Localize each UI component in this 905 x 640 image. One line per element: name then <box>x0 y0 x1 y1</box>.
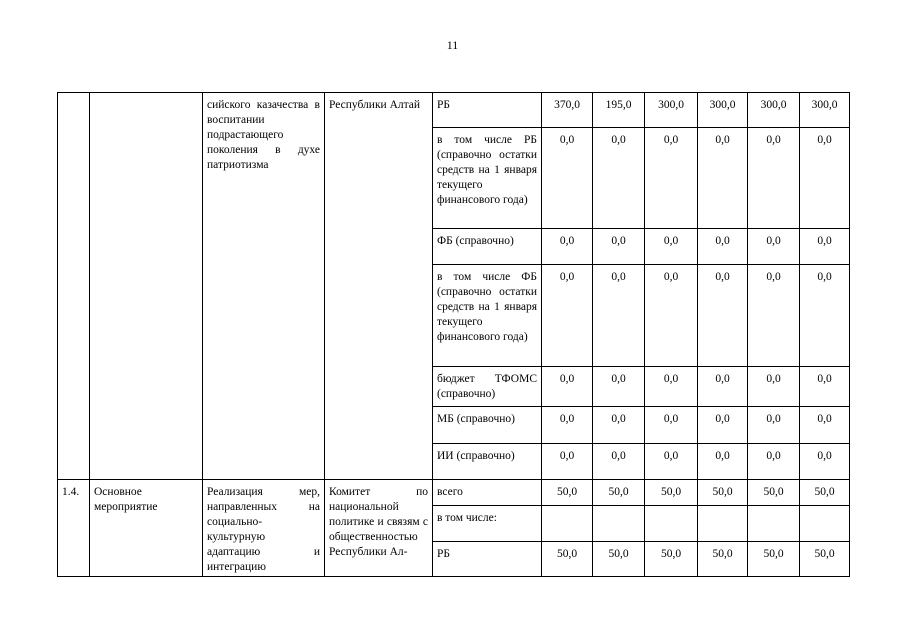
value-cell: 0,0 <box>593 229 645 265</box>
value-cell: 0,0 <box>748 128 800 229</box>
funding-source-cell: РБ <box>433 542 542 577</box>
value-cell: 0,0 <box>748 407 800 444</box>
value-cell <box>593 506 645 542</box>
funding-source-cell: в том числе РБ (справочно остатки средств на 1 января текущего финансового года) <box>433 128 542 229</box>
value-cell: 0,0 <box>800 265 850 367</box>
value-cell: 300,0 <box>645 93 698 128</box>
value-cell: 0,0 <box>593 407 645 444</box>
value-cell: 0,0 <box>800 128 850 229</box>
funding-source-cell: ИИ (справочно) <box>433 444 542 480</box>
value-cell: 0,0 <box>542 128 593 229</box>
value-cell: 0,0 <box>645 229 698 265</box>
value-cell: 50,0 <box>698 480 748 506</box>
funding-source-cell: всего <box>433 480 542 506</box>
value-cell: 370,0 <box>542 93 593 128</box>
row-type-cell <box>90 93 203 480</box>
value-cell: 0,0 <box>542 265 593 367</box>
value-cell: 50,0 <box>698 542 748 577</box>
funding-source-cell: в том числе ФБ (справочно остатки средств на 1 января текущего финансового года) <box>433 265 542 367</box>
value-cell: 0,0 <box>645 265 698 367</box>
value-cell: 50,0 <box>645 480 698 506</box>
executor-cell <box>325 93 433 480</box>
value-cell: 300,0 <box>698 93 748 128</box>
value-cell: 50,0 <box>800 480 850 506</box>
value-cell: 50,0 <box>748 480 800 506</box>
activity-name: сийского казачества в воспитании подрастающего поколения в духе патриотизма <box>207 99 320 171</box>
table-row <box>58 480 850 506</box>
value-cell: 0,0 <box>593 367 645 407</box>
executor-name: Республики Алтай <box>329 99 421 111</box>
value-cell: 0,0 <box>748 444 800 480</box>
value-cell: 50,0 <box>542 542 593 577</box>
value-cell: 0,0 <box>698 367 748 407</box>
value-cell: 0,0 <box>542 444 593 480</box>
activity-name-cell <box>203 480 325 577</box>
value-cell: 0,0 <box>800 367 850 407</box>
value-cell <box>645 506 698 542</box>
value-cell: 0,0 <box>748 265 800 367</box>
value-cell: 0,0 <box>698 265 748 367</box>
value-cell: 0,0 <box>593 444 645 480</box>
value-cell: 0,0 <box>542 367 593 407</box>
value-cell <box>542 506 593 542</box>
funding-source-cell: в том числе: <box>433 506 542 542</box>
budget-table <box>57 92 850 577</box>
value-cell: 0,0 <box>698 229 748 265</box>
table-row <box>58 93 850 128</box>
row-type-cell <box>90 480 203 577</box>
value-cell: 50,0 <box>748 542 800 577</box>
value-cell: 0,0 <box>593 128 645 229</box>
value-cell: 0,0 <box>645 444 698 480</box>
funding-source-cell: РБ <box>433 93 542 128</box>
activity-name-cell <box>203 93 325 480</box>
row-type: Основное мероприятие <box>94 486 158 513</box>
row-number-cell <box>58 93 90 480</box>
funding-source-cell: бюджет ТФОМС (справочно) <box>433 367 542 407</box>
value-cell: 195,0 <box>593 93 645 128</box>
value-cell: 0,0 <box>542 229 593 265</box>
value-cell: 0,0 <box>698 128 748 229</box>
value-cell: 0,0 <box>800 444 850 480</box>
value-cell: 0,0 <box>645 407 698 444</box>
value-cell: 0,0 <box>800 407 850 444</box>
value-cell: 0,0 <box>542 407 593 444</box>
value-cell: 0,0 <box>698 407 748 444</box>
value-cell <box>698 506 748 542</box>
value-cell <box>748 506 800 542</box>
value-cell: 50,0 <box>593 480 645 506</box>
value-cell: 0,0 <box>698 444 748 480</box>
funding-source-cell: МБ (справочно) <box>433 407 542 444</box>
value-cell: 50,0 <box>645 542 698 577</box>
value-cell: 0,0 <box>800 229 850 265</box>
activity-name: Реализация мер, направленных на социально-культурную адаптацию и интеграцию <box>207 486 320 573</box>
value-cell: 300,0 <box>800 93 850 128</box>
funding-source-cell: ФБ (справочно) <box>433 229 542 265</box>
executor-cell <box>325 480 433 577</box>
row-number-cell: 1.4. <box>58 480 90 577</box>
value-cell: 50,0 <box>593 542 645 577</box>
value-cell: 50,0 <box>542 480 593 506</box>
value-cell <box>800 506 850 542</box>
value-cell: 300,0 <box>748 93 800 128</box>
value-cell: 0,0 <box>645 128 698 229</box>
value-cell: 0,0 <box>748 229 800 265</box>
value-cell: 0,0 <box>645 367 698 407</box>
page-number: 11 <box>446 38 459 52</box>
executor-name: Комитет по национальной политике и связям с общественностью Республики Ал- <box>329 486 428 558</box>
value-cell: 50,0 <box>800 542 850 577</box>
value-cell: 0,0 <box>593 265 645 367</box>
value-cell: 0,0 <box>748 367 800 407</box>
